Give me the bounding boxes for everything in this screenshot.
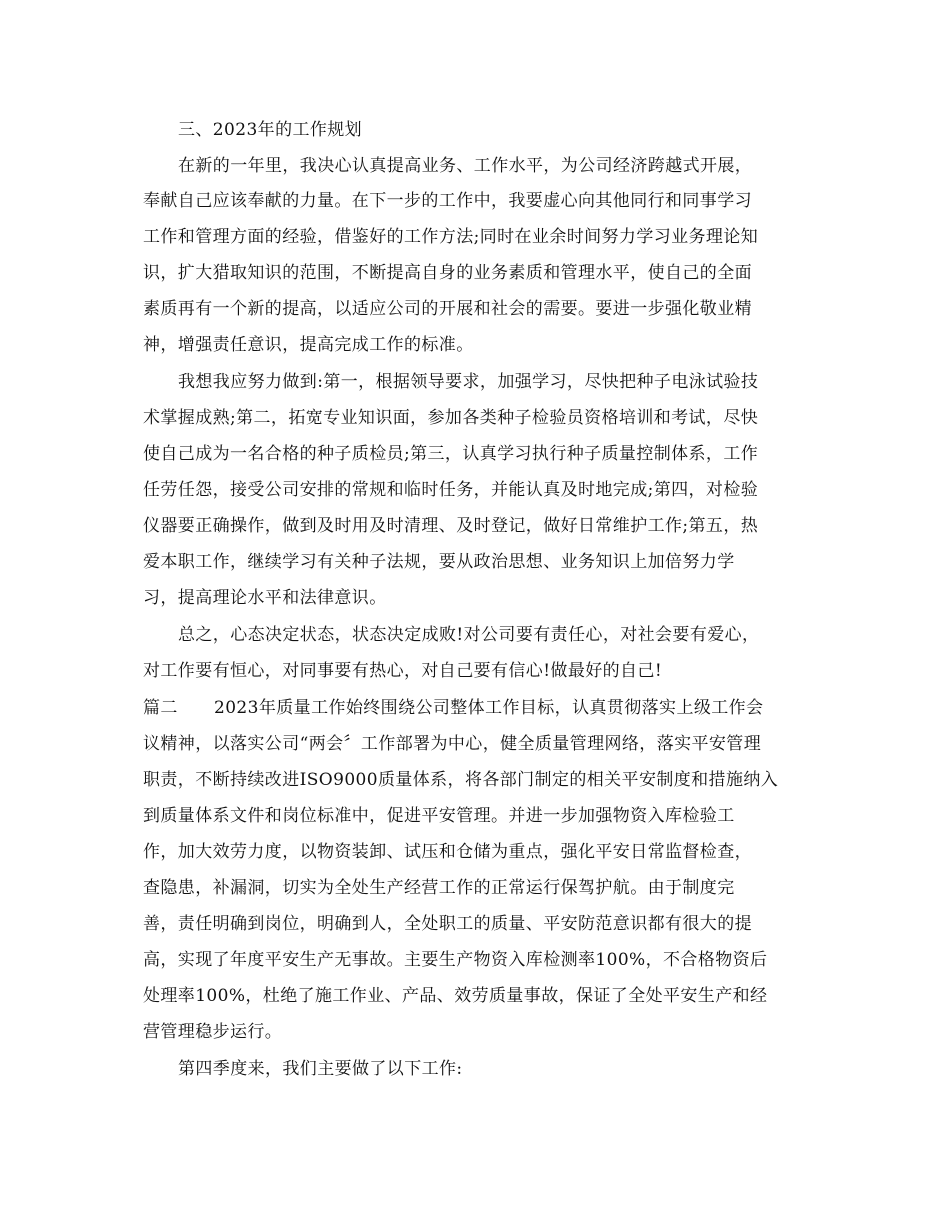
- paragraph-line: 奉献自己应该奉献的力量。在下一步的工作中，我要虚心向其他同行和同事学习: [143, 191, 752, 211]
- paragraph-line: 查隐患，补漏洞，切实为全处生产经营工作的正常运行保驾护航。由于制度完: [143, 878, 735, 898]
- paragraph-line: 仪器要正确操作，做到及时用及时清理、及时登记，做好日常维护工作;第五，热: [143, 516, 759, 536]
- paragraph-line: 处理率100%，杜绝了施工作业、产品、效劳质量事故，保证了全处平安生产和经: [143, 986, 768, 1006]
- paragraph-line: 素质再有一个新的提高，以适应公司的开展和社会的需要。要进一步强化敬业精: [143, 299, 752, 319]
- paragraph-line: 对工作要有恒心，对同事要有热心，对自己要有信心!做最好的自己!: [143, 661, 663, 681]
- paragraph-line: 到质量体系文件和岗位标准中，促进平安管理。并进一步加强物资入库检验工: [143, 806, 735, 826]
- paragraph-line: 术掌握成熟;第二，拓宽专业知识面，参加各类种子检验员资格培训和考试，尽快: [143, 408, 759, 428]
- paragraph-line: 第四季度来，我们主要做了以下工作:: [178, 1059, 463, 1079]
- paragraph-line: 使自己成为一名合格的种子质检员;第三，认真学习执行种子质量控制体系，工作: [143, 444, 759, 464]
- paragraph-line: 习，提高理论水平和法律意识。: [143, 588, 387, 608]
- paragraph-line: 职责，不断持续改进ISO9000质量体系，将各部门制定的相关平安制度和措施纳入: [143, 770, 779, 790]
- paragraph-line: 我想我应努力做到:第一，根据领导要求，加强学习，尽快把种子电泳试验技: [178, 372, 759, 392]
- paragraph-line: 善，责任明确到岗位，明确到人，全处职工的质量、平安防范意识都有很大的提: [143, 914, 752, 934]
- paragraph-line: 识，扩大猎取知识的范围，不断提高自身的业务素质和管理水平，使自己的全面: [143, 263, 752, 283]
- paragraph-line: 高，实现了年度平安生产无事故。主要生产物资入库检测率100%，不合格物资后: [143, 950, 768, 970]
- paragraph-line: 作，加大效劳力度，以物资装卸、试压和仓储为重点，强化平安日常监督检查，: [143, 842, 752, 862]
- section-heading: 三、2023年的工作规划: [178, 120, 363, 140]
- paragraph-line: 爱本职工作，继续学习有关种子法规，要从政治思想、业务知识上加倍努力学: [143, 552, 735, 572]
- paragraph-line: 总之，心态决定状态，状态决定成败!对公司要有责任心，对社会要有爱心，: [178, 625, 760, 645]
- paragraph-line: 议精神，以落实公司“两会〞工作部署为中心，健全质量管理网络，落实平安管理: [143, 734, 762, 754]
- paragraph-line: 工作和管理方面的经验，借鉴好的工作方法;同时在业余时间努力学习业务理论知: [143, 227, 759, 247]
- part-label: 篇二: [143, 698, 178, 718]
- paragraph-line: 2023年质量工作始终围绕公司整体工作目标，认真贯彻落实上级工作会: [214, 698, 764, 718]
- paragraph-line: 在新的一年里，我决心认真提高业务、工作水平，为公司经济跨越式开展，: [178, 156, 753, 176]
- paragraph-line: 任劳任怨，接受公司安排的常规和临时任务，并能认真及时地完成;第四，对检验: [143, 480, 759, 500]
- paragraph-line: 营管理稳步运行。: [143, 1022, 283, 1042]
- paragraph-line: 神，增强责任意识，提高完成工作的标准。: [143, 335, 474, 355]
